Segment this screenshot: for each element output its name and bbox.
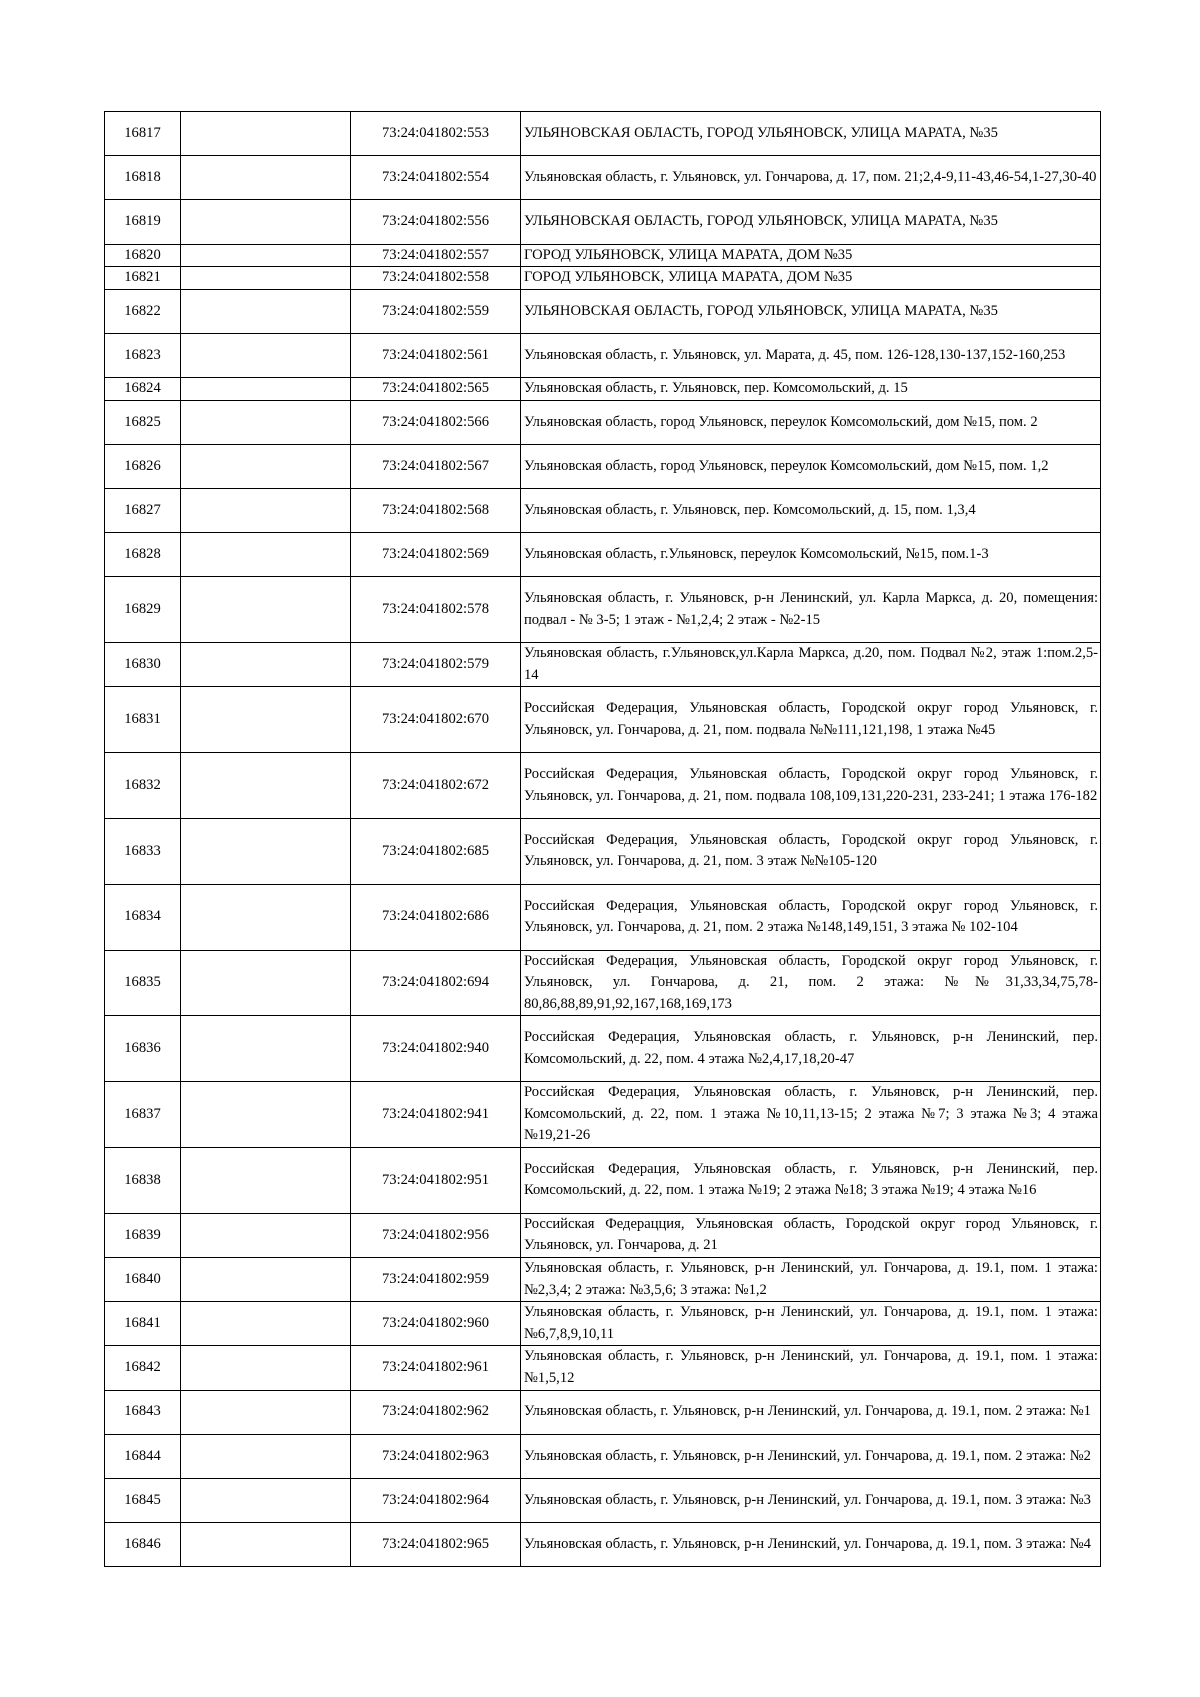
table-row <box>105 112 1101 156</box>
address-cell: ГОРОД УЛЬЯНОВСК, УЛИЦА МАРАТА, ДОМ №35 <box>521 267 1101 290</box>
address-cell: Российская Федерация, Ульяновская область, Городской округ город Ульяновск, г. Ульяновск, ул. Гончарова, д. 21, пом. подвала №№111,121,198, 1 этажа №45 <box>521 687 1101 753</box>
record-number-cell: 16843 <box>105 1390 181 1434</box>
cadastral-number-cell: 73:24:041802:557 <box>351 244 521 267</box>
empty-cell <box>181 1523 351 1567</box>
empty-cell <box>181 1082 351 1148</box>
table-row <box>105 378 1101 401</box>
cadastral-number-cell: 73:24:041802:686 <box>351 884 521 950</box>
record-number-cell: 16828 <box>105 533 181 577</box>
cadastral-number-cell: 73:24:041802:685 <box>351 819 521 885</box>
record-number-cell: 16844 <box>105 1434 181 1478</box>
cadastral-number-cell: 73:24:041802:566 <box>351 400 521 444</box>
table-row <box>105 1016 1101 1082</box>
address-cell: Российская Федерацция, Ульяновская область, Городской округ город Ульяновск, г. Ульяновск, ул. Гончарова, д. 21 <box>521 1213 1101 1257</box>
address-cell: Российская Федерация, Ульяновская область, г. Ульяновск, р-н Ленинский, пер. Комсомольский, д. 22, пом. 1 этажа №19; 2 этажа №18; 3 этажа №19; 4 этажа №16 <box>521 1148 1101 1214</box>
cadastral-number-cell: 73:24:041802:567 <box>351 444 521 488</box>
cadastral-number-cell: 73:24:041802:941 <box>351 1082 521 1148</box>
cadastral-number-cell: 73:24:041802:578 <box>351 577 521 643</box>
empty-cell <box>181 1258 351 1302</box>
record-number-cell: 16846 <box>105 1523 181 1567</box>
table-row <box>105 1478 1101 1522</box>
cadastral-number-cell: 73:24:041802:558 <box>351 267 521 290</box>
empty-cell <box>181 112 351 156</box>
table-row <box>105 643 1101 687</box>
address-cell: Ульяновская область, город Ульяновск, переулок Комсомольский, дом №15, пом. 2 <box>521 400 1101 444</box>
address-cell: Российская Федерация, Ульяновская область, г. Ульяновск, р-н Ленинский, пер. Комсомольский, д. 22, пом. 4 этажа №2,4,17,18,20-47 <box>521 1016 1101 1082</box>
address-cell: Российская Федерация, Ульяновская область, Городской округ город Ульяновск, г. Ульяновск, ул. Гончарова, д. 21, пом. подвала 108,109,131,220-231, 233-241; 1 этажа 176-182 <box>521 753 1101 819</box>
address-cell: Ульяновская область, г. Ульяновск, р-н Ленинский, ул. Гончарова, д. 19.1, пом. 1 этажа: №2,3,4; 2 этажа: №3,5,6; 3 этажа: №1,2 <box>521 1258 1101 1302</box>
record-number-cell: 16840 <box>105 1258 181 1302</box>
cadastral-number-cell: 73:24:041802:559 <box>351 289 521 333</box>
cadastral-number-cell: 73:24:041802:956 <box>351 1213 521 1257</box>
cadastral-number-cell: 73:24:041802:940 <box>351 1016 521 1082</box>
address-cell: Ульяновская область, город Ульяновск, переулок Комсомольский, дом №15, пом. 1,2 <box>521 444 1101 488</box>
table-row <box>105 200 1101 244</box>
empty-cell <box>181 819 351 885</box>
empty-cell <box>181 533 351 577</box>
empty-cell <box>181 1346 351 1390</box>
record-number-cell: 16823 <box>105 333 181 377</box>
table-row <box>105 1523 1101 1567</box>
record-number-cell: 16821 <box>105 267 181 290</box>
record-number-cell: 16824 <box>105 378 181 401</box>
table-row <box>105 1213 1101 1257</box>
cadastral-number-cell: 73:24:041802:964 <box>351 1478 521 1522</box>
empty-cell <box>181 1213 351 1257</box>
cadastral-number-cell: 73:24:041802:962 <box>351 1390 521 1434</box>
empty-cell <box>181 267 351 290</box>
address-cell: Ульяновская область, г. Ульяновск, р-н Ленинский, ул. Карла Маркса, д. 20, помещения: подвал - № 3-5; 1 этаж - №1,2,4; 2 этаж - №2-15 <box>521 577 1101 643</box>
record-number-cell: 16817 <box>105 112 181 156</box>
table-row <box>105 289 1101 333</box>
empty-cell <box>181 378 351 401</box>
empty-cell <box>181 643 351 687</box>
address-cell: Ульяновская область, г. Ульяновск, р-н Ленинский, ул. Гончарова, д. 19.1, пом. 3 этажа: №4 <box>521 1523 1101 1567</box>
cadastral-number-cell: 73:24:041802:561 <box>351 333 521 377</box>
table-row <box>105 1302 1101 1346</box>
record-number-cell: 16838 <box>105 1148 181 1214</box>
table-row <box>105 400 1101 444</box>
address-cell: Российская Федерация, Ульяновская область, Городской округ город Ульяновск, г. Ульяновск, ул. Гончарова, д. 21, пом. 2 этажа №148,149,151, 3 этажа № 102-104 <box>521 884 1101 950</box>
empty-cell <box>181 577 351 643</box>
empty-cell <box>181 884 351 950</box>
table-row <box>105 1434 1101 1478</box>
empty-cell <box>181 444 351 488</box>
table-body <box>105 112 1101 1567</box>
record-number-cell: 16827 <box>105 489 181 533</box>
cadastral-number-cell: 73:24:041802:670 <box>351 687 521 753</box>
record-number-cell: 16842 <box>105 1346 181 1390</box>
address-cell: Ульяновская область, г. Ульяновск, пер. Комсомольский, д. 15 <box>521 378 1101 401</box>
table-row <box>105 753 1101 819</box>
record-number-cell: 16839 <box>105 1213 181 1257</box>
address-cell: Ульяновская область, г. Ульяновск, р-н Ленинский, ул. Гончарова, д. 19.1, пом. 1 этажа: №6,7,8,9,10,11 <box>521 1302 1101 1346</box>
address-cell: Ульяновская область, г. Ульяновск, пер. Комсомольский, д. 15, пом. 1,3,4 <box>521 489 1101 533</box>
empty-cell <box>181 1016 351 1082</box>
record-number-cell: 16841 <box>105 1302 181 1346</box>
table-row <box>105 884 1101 950</box>
record-number-cell: 16835 <box>105 950 181 1016</box>
table-row <box>105 577 1101 643</box>
empty-cell <box>181 1148 351 1214</box>
cadastral-number-cell: 73:24:041802:963 <box>351 1434 521 1478</box>
address-cell: Российская Федерация, Ульяновская область, Городской округ город Ульяновск, г. Ульяновск, ул. Гончарова, д. 21, пом. 3 этаж №№105-120 <box>521 819 1101 885</box>
table-row <box>105 819 1101 885</box>
empty-cell <box>181 333 351 377</box>
empty-cell <box>181 1390 351 1434</box>
cadastral-number-cell: 73:24:041802:965 <box>351 1523 521 1567</box>
table-row <box>105 489 1101 533</box>
empty-cell <box>181 200 351 244</box>
table-row <box>105 1346 1101 1390</box>
empty-cell <box>181 1434 351 1478</box>
table-row <box>105 1082 1101 1148</box>
record-number-cell: 16819 <box>105 200 181 244</box>
record-number-cell: 16837 <box>105 1082 181 1148</box>
address-cell: УЛЬЯНОВСКАЯ ОБЛАСТЬ, ГОРОД УЛЬЯНОВСК, УЛИЦА МАРАТА, №35 <box>521 200 1101 244</box>
cadastral-number-cell: 73:24:041802:959 <box>351 1258 521 1302</box>
address-cell: Ульяновская область, г. Ульяновск, р-н Ленинский, ул. Гончарова, д. 19.1, пом. 3 этажа: №3 <box>521 1478 1101 1522</box>
address-cell: Ульяновская область, г. Ульяновск, ул. Гончарова, д. 17, пом. 21;2,4-9,11-43,46-54,1-27,30-40 <box>521 156 1101 200</box>
cadastral-number-cell: 73:24:041802:553 <box>351 112 521 156</box>
table-row <box>105 1390 1101 1434</box>
empty-cell <box>181 950 351 1016</box>
empty-cell <box>181 753 351 819</box>
table-row <box>105 267 1101 290</box>
address-cell: Российская Федерация, Ульяновская область, г. Ульяновск, р-н Ленинский, пер. Комсомольский, д. 22, пом. 1 этажа №10,11,13-15; 2 этажа №7; 3 этажа №3; 4 этажа №19,21-26 <box>521 1082 1101 1148</box>
address-cell: Ульяновская область, г.Ульяновск,ул.Карла Маркса, д.20, пом. Подвал №2, этаж 1:пом.2,5-14 <box>521 643 1101 687</box>
cadastral-number-cell: 73:24:041802:961 <box>351 1346 521 1390</box>
cadastral-number-cell: 73:24:041802:960 <box>351 1302 521 1346</box>
record-number-cell: 16836 <box>105 1016 181 1082</box>
empty-cell <box>181 687 351 753</box>
cadastral-number-cell: 73:24:041802:568 <box>351 489 521 533</box>
record-number-cell: 16818 <box>105 156 181 200</box>
property-registry-table <box>104 111 1101 1567</box>
empty-cell <box>181 156 351 200</box>
table-row <box>105 333 1101 377</box>
table-row <box>105 533 1101 577</box>
cadastral-number-cell: 73:24:041802:951 <box>351 1148 521 1214</box>
record-number-cell: 16831 <box>105 687 181 753</box>
empty-cell <box>181 489 351 533</box>
empty-cell <box>181 244 351 267</box>
empty-cell <box>181 400 351 444</box>
cadastral-number-cell: 73:24:041802:579 <box>351 643 521 687</box>
cadastral-number-cell: 73:24:041802:672 <box>351 753 521 819</box>
address-cell: Ульяновская область, г. Ульяновск, р-н Ленинский, ул. Гончарова, д. 19.1, пом. 2 этажа: №2 <box>521 1434 1101 1478</box>
address-cell: УЛЬЯНОВСКАЯ ОБЛАСТЬ, ГОРОД УЛЬЯНОВСК, УЛИЦА МАРАТА, №35 <box>521 112 1101 156</box>
cadastral-number-cell: 73:24:041802:565 <box>351 378 521 401</box>
address-cell: Ульяновская область, г. Ульяновск, р-н Ленинский, ул. Гончарова, д. 19.1, пом. 2 этажа: №1 <box>521 1390 1101 1434</box>
table-row <box>105 1148 1101 1214</box>
record-number-cell: 16845 <box>105 1478 181 1522</box>
record-number-cell: 16826 <box>105 444 181 488</box>
address-cell: УЛЬЯНОВСКАЯ ОБЛАСТЬ, ГОРОД УЛЬЯНОВСК, УЛИЦА МАРАТА, №35 <box>521 289 1101 333</box>
table-row <box>105 444 1101 488</box>
cadastral-number-cell: 73:24:041802:569 <box>351 533 521 577</box>
cadastral-number-cell: 73:24:041802:554 <box>351 156 521 200</box>
record-number-cell: 16822 <box>105 289 181 333</box>
address-cell: Ульяновская область, г. Ульяновск, ул. Марата, д. 45, пом. 126-128,130-137,152-160,253 <box>521 333 1101 377</box>
address-cell: ГОРОД УЛЬЯНОВСК, УЛИЦА МАРАТА, ДОМ №35 <box>521 244 1101 267</box>
address-cell: Ульяновская область, г.Ульяновск, переулок Комсомольский, №15, пом.1-3 <box>521 533 1101 577</box>
record-number-cell: 16829 <box>105 577 181 643</box>
table-row <box>105 687 1101 753</box>
address-cell: Российская Федерация, Ульяновская область, Городской округ город Ульяновск, г. Ульяновск, ул. Гончарова, д. 21, пом. 2 этажа: №№31,33,34,75,78-80,86,88,89,91,92,167,168,169,173 <box>521 950 1101 1016</box>
record-number-cell: 16820 <box>105 244 181 267</box>
record-number-cell: 16833 <box>105 819 181 885</box>
empty-cell <box>181 1478 351 1522</box>
cadastral-number-cell: 73:24:041802:556 <box>351 200 521 244</box>
record-number-cell: 16825 <box>105 400 181 444</box>
address-cell: Ульяновская область, г. Ульяновск, р-н Ленинский, ул. Гончарова, д. 19.1, пом. 1 этажа: №1,5,12 <box>521 1346 1101 1390</box>
table-row <box>105 1258 1101 1302</box>
table-row <box>105 244 1101 267</box>
table-row <box>105 950 1101 1016</box>
empty-cell <box>181 289 351 333</box>
table-row <box>105 156 1101 200</box>
record-number-cell: 16834 <box>105 884 181 950</box>
record-number-cell: 16830 <box>105 643 181 687</box>
empty-cell <box>181 1302 351 1346</box>
cadastral-number-cell: 73:24:041802:694 <box>351 950 521 1016</box>
record-number-cell: 16832 <box>105 753 181 819</box>
